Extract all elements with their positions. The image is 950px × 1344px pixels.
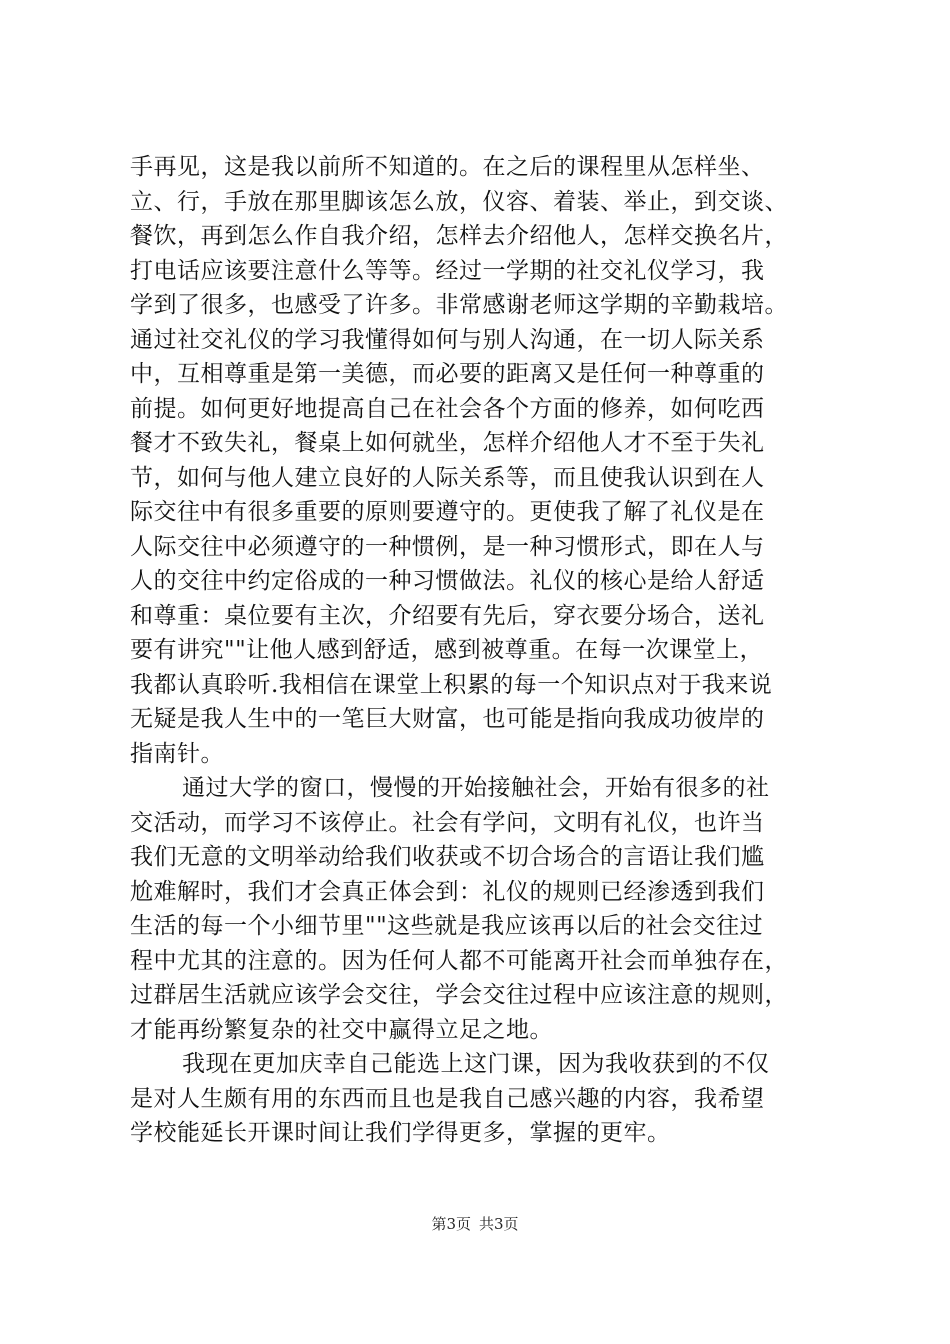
text-line: 尬难解时，我们才会真正体会到：礼仪的规则已经渗透到我们 xyxy=(130,878,765,905)
text-line: 我们无意的文明举动给我们收获或不切合场合的言语让我们尴 xyxy=(130,844,765,870)
document-body xyxy=(130,150,850,1151)
text-line: 学校能延长开课时间让我们学得更多，掌握的更牢。 xyxy=(130,1120,671,1146)
text-line: 才能再纷繁复杂的社交中赢得立足之地。 xyxy=(130,1016,553,1043)
text-line: 程中尤其的注意的。因为任何人都不可能离开社会而单独存在， xyxy=(130,947,788,974)
text-line: 通过大学的窗口，慢慢的开始接触社会，开始有很多的社 xyxy=(182,775,770,801)
text-line: 交活动，而学习不该停止。社会有学问，文明有礼仪，也许当 xyxy=(130,809,765,836)
text-line: 无疑是我人生中的一笔巨大财富，也可能是指向我成功彼岸的 xyxy=(130,706,765,732)
text-line: 我都认真聆听.我相信在课堂上积累的每一个知识点对于我来说 xyxy=(130,671,773,698)
text-line: 餐饮，再到怎么作自我介绍，怎样去介绍他人，怎样交换名片， xyxy=(130,223,788,249)
text-line: 通过社交礼仪的学习我懂得如何与别人沟通，在一切人际关系 xyxy=(130,326,765,353)
text-line: 立、行，手放在那里脚该怎么放，仪容、着装、举止，到交谈、 xyxy=(130,188,788,215)
text-line: 人的交往中约定俗成的一种习惯做法。礼仪的核心是给人舒适 xyxy=(130,568,765,594)
text-line: 过群居生活就应该学会交往，学会交往过程中应该注意的规则， xyxy=(130,982,788,1008)
text-line: 学到了很多，也感受了许多。非常感谢老师这学期的辛勤栽培。 xyxy=(130,292,788,318)
text-line: 我现在更加庆幸自己能选上这门课，因为我收获到的不仅 xyxy=(182,1051,770,1077)
text-line: 餐才不致失礼，餐桌上如何就坐，怎样介绍他人才不至于失礼 xyxy=(130,430,765,456)
text-line: 手再见，这是我以前所不知道的。在之后的课程里从怎样坐、 xyxy=(130,154,765,180)
page-footer xyxy=(0,1214,950,1234)
text-line: 前提。如何更好地提高自己在社会各个方面的修养，如何吃西 xyxy=(130,395,765,422)
text-line: 要有讲究""让他人感到舒适，感到被尊重。在每一次课堂上， xyxy=(130,637,764,663)
text-line: 中，互相尊重是第一美德，而必要的距离又是任何一种尊重的 xyxy=(130,361,765,387)
text-line: 人际交往中必须遵守的一种惯例，是一种习惯形式，即在人与 xyxy=(130,533,765,560)
page-number: 第3页 xyxy=(431,1215,471,1233)
text-line: 打电话应该要注意什么等等。经过一学期的社交礼仪学习，我 xyxy=(130,257,765,284)
page-total: 共3页 xyxy=(479,1215,519,1233)
text-line: 节，如何与他人建立良好的人际关系等，而且使我认识到在人 xyxy=(130,464,765,491)
text-line: 际交往中有很多重要的原则要遵守的。更使我了解了礼仪是在 xyxy=(130,499,765,525)
text-line: 生活的每一个小细节里""这些就是我应该再以后的社会交往过 xyxy=(130,913,764,939)
text-line: 指南针。 xyxy=(130,740,224,767)
text-line: 是对人生颇有用的东西而且也是我自己感兴趣的内容，我希望 xyxy=(130,1085,765,1112)
text-line: 和尊重：桌位要有主次，介绍要有先后，穿衣要分场合，送礼 xyxy=(130,602,765,629)
